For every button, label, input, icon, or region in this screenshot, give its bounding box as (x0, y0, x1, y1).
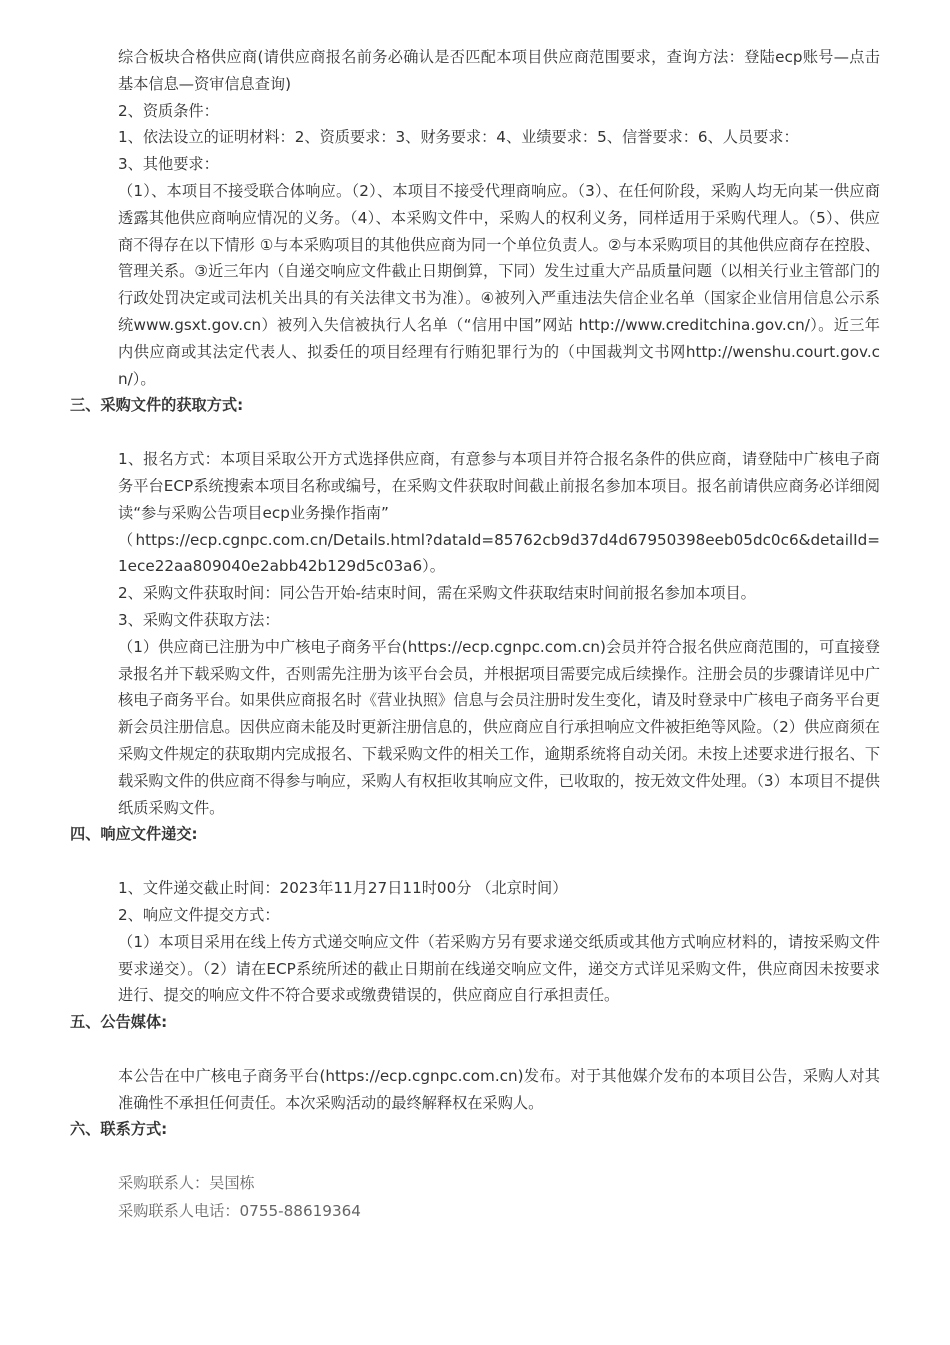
contact-person: 采购联系人：吴国栋 (118, 1174, 255, 1193)
section-heading-media: 五、公告媒体: (70, 1013, 168, 1032)
other-requirements-title: 3、其他要求： (118, 155, 219, 174)
spacer (70, 848, 880, 875)
supplier-scope-text: 综合板块合格供应商(请供应商报名前务必确认是否匹配本项目供应商范围要求，查询方法：登陆ecp账号—点击基本信息—资审信息查询) (118, 48, 880, 93)
guide-link[interactable]: （https://ecp.cgnpc.com.cn/Details.html?dataId=85762cb9d37d4d67950398eeb05dc0c6&detailId=1ece22aa809040e2abb42b129d5c03a6）。 (118, 530, 880, 576)
media-text: 本公告在中广核电子商务平台(https://ecp.cgnpc.com.cn)发布。对于其他媒介发布的本项目公告，采购人对其准确性不承担任何责任。本次采购活动的最终解释权在采购人。 (118, 1066, 880, 1112)
spacer (70, 1143, 880, 1170)
other-requirements-text: （1）、本项目不接受联合体响应。（2）、本项目不接受代理商响应。（3）、在任何阶段，采购人均无向某一供应商透露其他供应商响应情况的义务。（4）、本采购文件中，采购人的权利义务，同样适用于采购代理人。（5）、供应商不得存在以下情形 ①与本采购项目的其他供应商为同一个单位负责人。②与本采购项目的其他供应商存在控股、管理关系。③近三年内（自递交响应文件截止日期倒算，下同）发生过重大产品质量问题（以相关行业主管部门的行政处罚决定或司法机关出具的有关法律文书为准）。④被列入严重违法失信企业名单（国家企业信用信息公示系统www.gsxt.gov.cn）被列入失信被执行人名单（“信用中国”网站 http://www.creditchina.gov.cn/）。近三年内供应商或其法定代表人、拟委任的项目经理有行贿犯罪行为的（中国裁判文书网http://wenshu.court.gov.cn/）。 (118, 181, 880, 388)
qualification-title: 2、资质条件： (118, 101, 219, 120)
submission-deadline: 1、文件递交截止时间：2023年11月27日11时00分 （北京时间） (118, 879, 568, 898)
registration-method-text: 1、报名方式：本项目采取公开方式选择供应商，有意参与本项目并符合报名条件的供应商，请登陆中广核电子商务平台ECP系统搜索本项目名称或编号，在采购文件获取时间截止前报名参加本项目。报名前请供应商务必详细阅读“参与采购公告项目ecp业务操作指南” (118, 450, 880, 522)
section-heading-contact: 六、联系方式: (70, 1120, 168, 1139)
contact-phone: 采购联系人电话：0755-88619364 (118, 1201, 361, 1220)
qualification-text: 1、依法设立的证明材料：2、资质要求：3、财务要求：4、业绩要求：5、信誉要求：6、人员要求： (118, 128, 799, 147)
section-heading-submission: 四、响应文件递交: (70, 825, 198, 844)
submission-method-title: 2、响应文件提交方式： (118, 905, 280, 924)
submission-method-text: （1）本项目采用在线上传方式递交响应文件（若采购方另有要求递交纸质或其他方式响应材料的，请按采购文件要求递交）。（2）请在ECP系统所述的截止日期前在线递交响应文件，递交方式详见采购文件，供应商因未按要求进行、提交的响应文件不符合要求或缴费错误的，供应商应自行承担责任。 (118, 932, 880, 1005)
spacer (70, 419, 880, 446)
obtain-method-text: （1）供应商已注册为中广核电子商务平台(https://ecp.cgnpc.com.cn)会员并符合报名供应商范围的，可直接登录报名并下载采购文件，否则需先注册为该平台会员，并根据项目需要完成后续操作。注册会员的步骤请详见中广核电子商务平台。如果供应商报名时《营业执照》信息与会员注册时发生变化，请及时登录中广核电子商务平台更新会员注册信息。因供应商未能及时更新注册信息的，供应商应自行承担响应文件被拒绝等风险。（2）供应商须在采购文件规定的获取期内完成报名、下载采购文件的相关工作，逾期系统将自动关闭。未按上述要求进行报名、下载采购文件的供应商不得参与响应，采购人有权拒收其响应文件，已收取的，按无效文件处理。（3）本项目不提供纸质采购文件。 (118, 637, 880, 817)
section-heading-obtain: 三、采购文件的获取方式: (70, 396, 244, 415)
obtain-time-text: 2、采购文件获取时间：同公告开始-结束时间，需在采购文件获取结束时间前报名参加本项目。 (118, 584, 756, 603)
obtain-method-title: 3、采购文件获取方法： (118, 610, 280, 629)
spacer (70, 1036, 880, 1063)
